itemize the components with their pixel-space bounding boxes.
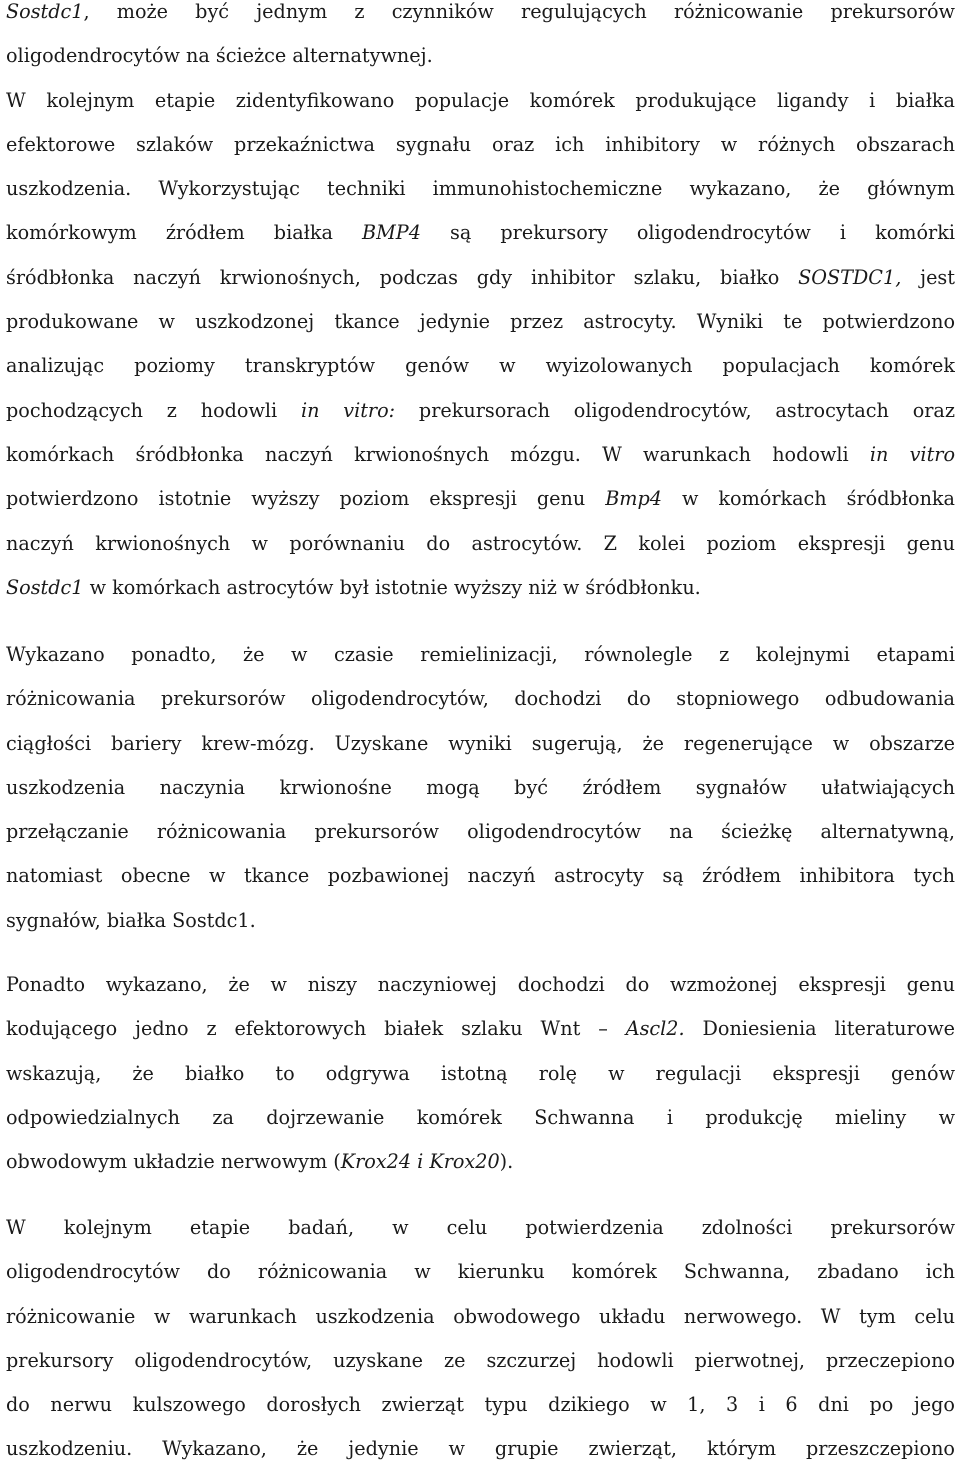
text-line [6, 167, 955, 211]
text-run: sygnałów, białka Sostdc1. [6, 908, 256, 932]
text-run: odpowiedzialnych za dojrzewanie komórek Schwanna i produkcję mieliny w [6, 1105, 955, 1129]
text-run: Wykazano ponadto, że w czasie remielinizacji, równolegle z kolejnymi etapami [6, 643, 955, 666]
text-line [6, 389, 955, 433]
text-line [6, 722, 955, 766]
text-run: wskazują, że białko to odgrywa istotną rolę w regulacji ekspresji genów [6, 1061, 955, 1085]
text-run: komórkowym źródłem białka [6, 221, 363, 245]
text-line [6, 433, 955, 477]
text-line [6, 1295, 955, 1339]
text-line [6, 79, 955, 123]
text-run: oligodendrocytów do różnicowania w kierunku komórek Schwanna, zbadano ich [6, 1260, 955, 1284]
text-line [6, 1052, 955, 1096]
text-run: analizując poziomy transkryptów genów w wyizolowanych populacjach komórek [6, 354, 955, 378]
text-run: śródbłonka naczyń krwionośnych, podczas gdy inhibitor szlaku, białko [6, 265, 799, 289]
italic-term: in vitro: [300, 398, 396, 422]
text-run: są prekursory oligodendrocytów i komórki [420, 221, 955, 245]
paragraph [6, 1206, 955, 1464]
text-line [6, 1383, 955, 1427]
text-run: komórkach śródbłonka naczyń krwionośnych mózgu. W warunkach hodowli [6, 442, 870, 466]
text-line [6, 522, 955, 566]
text-line [6, 854, 955, 898]
text-line [6, 34, 955, 78]
text-line [6, 677, 955, 721]
text-run: obwodowym układzie nerwowym ( [6, 1150, 341, 1174]
text-run: jest [901, 265, 955, 289]
paragraph [6, 633, 955, 943]
text-run: uszkodzenia naczynia krwionośne mogą być źródłem sygnałów ułatwiających [6, 775, 955, 799]
text-run: ). [499, 1150, 514, 1174]
text-line [6, 211, 955, 255]
text-run: oligodendrocytów na ścieżce alternatywnej. [6, 44, 433, 68]
text-line [6, 0, 955, 34]
text-run: ciągłości bariery krew-mózg. Uzyskane wyniki sugerują, że regenerujące w obszarze [6, 731, 955, 755]
text-line [6, 1096, 955, 1140]
paragraph [6, 0, 955, 610]
text-run: pochodzących z hodowli [6, 398, 301, 422]
text-line [6, 1206, 955, 1250]
italic-term: SOSTDC1, [798, 265, 902, 289]
text-run: różnicowania prekursorów oligodendrocytów, dochodzi do stopniowego odbudowania [6, 687, 955, 711]
text-line [6, 477, 955, 521]
text-line [6, 1140, 955, 1184]
text-run: W kolejnym etapie badań, w celu potwierdzenia zdolności prekursorów [6, 1216, 955, 1239]
italic-term: Sostdc1 [6, 0, 84, 23]
text-run: prekursory oligodendrocytów, uzyskane ze szczurzej hodowli pierwotnej, przeczepiono [6, 1348, 955, 1372]
text-run: potwierdzono istotnie wyższy poziom ekspresji genu [6, 487, 606, 511]
italic-term: Bmp4 [605, 487, 662, 511]
text-line [6, 810, 955, 854]
text-line [6, 1427, 955, 1464]
text-line [6, 123, 955, 167]
text-run: natomiast obecne w tkance pozbawionej naczyń astrocyty są źródłem inhibitora tych [6, 864, 955, 888]
italic-term: Krox24 i Krox20 [340, 1150, 500, 1174]
text-run: produkowane w uszkodzonej tkance jedynie przez astrocyty. Wyniki te potwierdzono [6, 310, 955, 334]
text-line [6, 300, 955, 344]
text-run: różnicowanie w warunkach uszkodzenia obwodowego układu nerwowego. W tym celu [6, 1304, 955, 1328]
text-line [6, 1339, 955, 1383]
italic-term: in vitro [869, 442, 955, 466]
text-run: uszkodzeniu. Wykazano, że jedynie w grupie zwierząt, którym przeszczepiono [6, 1437, 955, 1461]
italic-term: BMP4 [362, 221, 421, 245]
text-run: do nerwu kulszowego dorosłych zwierząt typu dzikiego w 1, 3 i 6 dni po jego [6, 1393, 955, 1417]
text-run: W kolejnym etapie zidentyfikowano populacje komórek produkujące ligandy i białka [6, 88, 955, 112]
text-line [6, 766, 955, 810]
text-line [6, 633, 955, 677]
text-run: kodującego jedno z efektorowych białek szlaku Wnt – [6, 1017, 626, 1041]
text-run: w komórkach śródbłonka [661, 487, 955, 511]
text-line [6, 1007, 955, 1051]
paragraph [6, 963, 955, 1184]
text-run: prekursorach oligodendrocytów, astrocytach oraz [395, 398, 955, 422]
text-run: Ponadto wykazano, że w niszy naczyniowej dochodzi do wzmożonej ekspresji genu [6, 973, 955, 996]
text-run: uszkodzenia. Wykorzystując techniki immunohistochemiczne wykazano, że głównym [6, 177, 955, 201]
italic-term: Sostdc1 [6, 575, 84, 599]
text-line [6, 344, 955, 388]
text-line [6, 963, 955, 1007]
text-line [6, 1250, 955, 1294]
text-line [6, 899, 955, 943]
text-line [6, 566, 955, 610]
text-run: w komórkach astrocytów był istotnie wyższy niż w śródbłonku. [83, 575, 701, 599]
italic-term: Ascl2. [625, 1017, 685, 1041]
text-line [6, 256, 955, 300]
text-run: Doniesienia literaturowe [684, 1017, 955, 1041]
text-run: naczyń krwionośnych w porównaniu do astrocytów. Z kolei poziom ekspresji genu [6, 531, 955, 555]
text-run: efektorowe szlaków przekaźnictwa sygnału oraz ich inhibitory w różnych obszarach [6, 132, 955, 156]
text-run: przełączanie różnicowania prekursorów oligodendrocytów na ścieżkę alternatywną, [6, 820, 955, 844]
text-run: , może być jednym z czynników regulujących różnicowanie prekursorów [83, 0, 955, 23]
